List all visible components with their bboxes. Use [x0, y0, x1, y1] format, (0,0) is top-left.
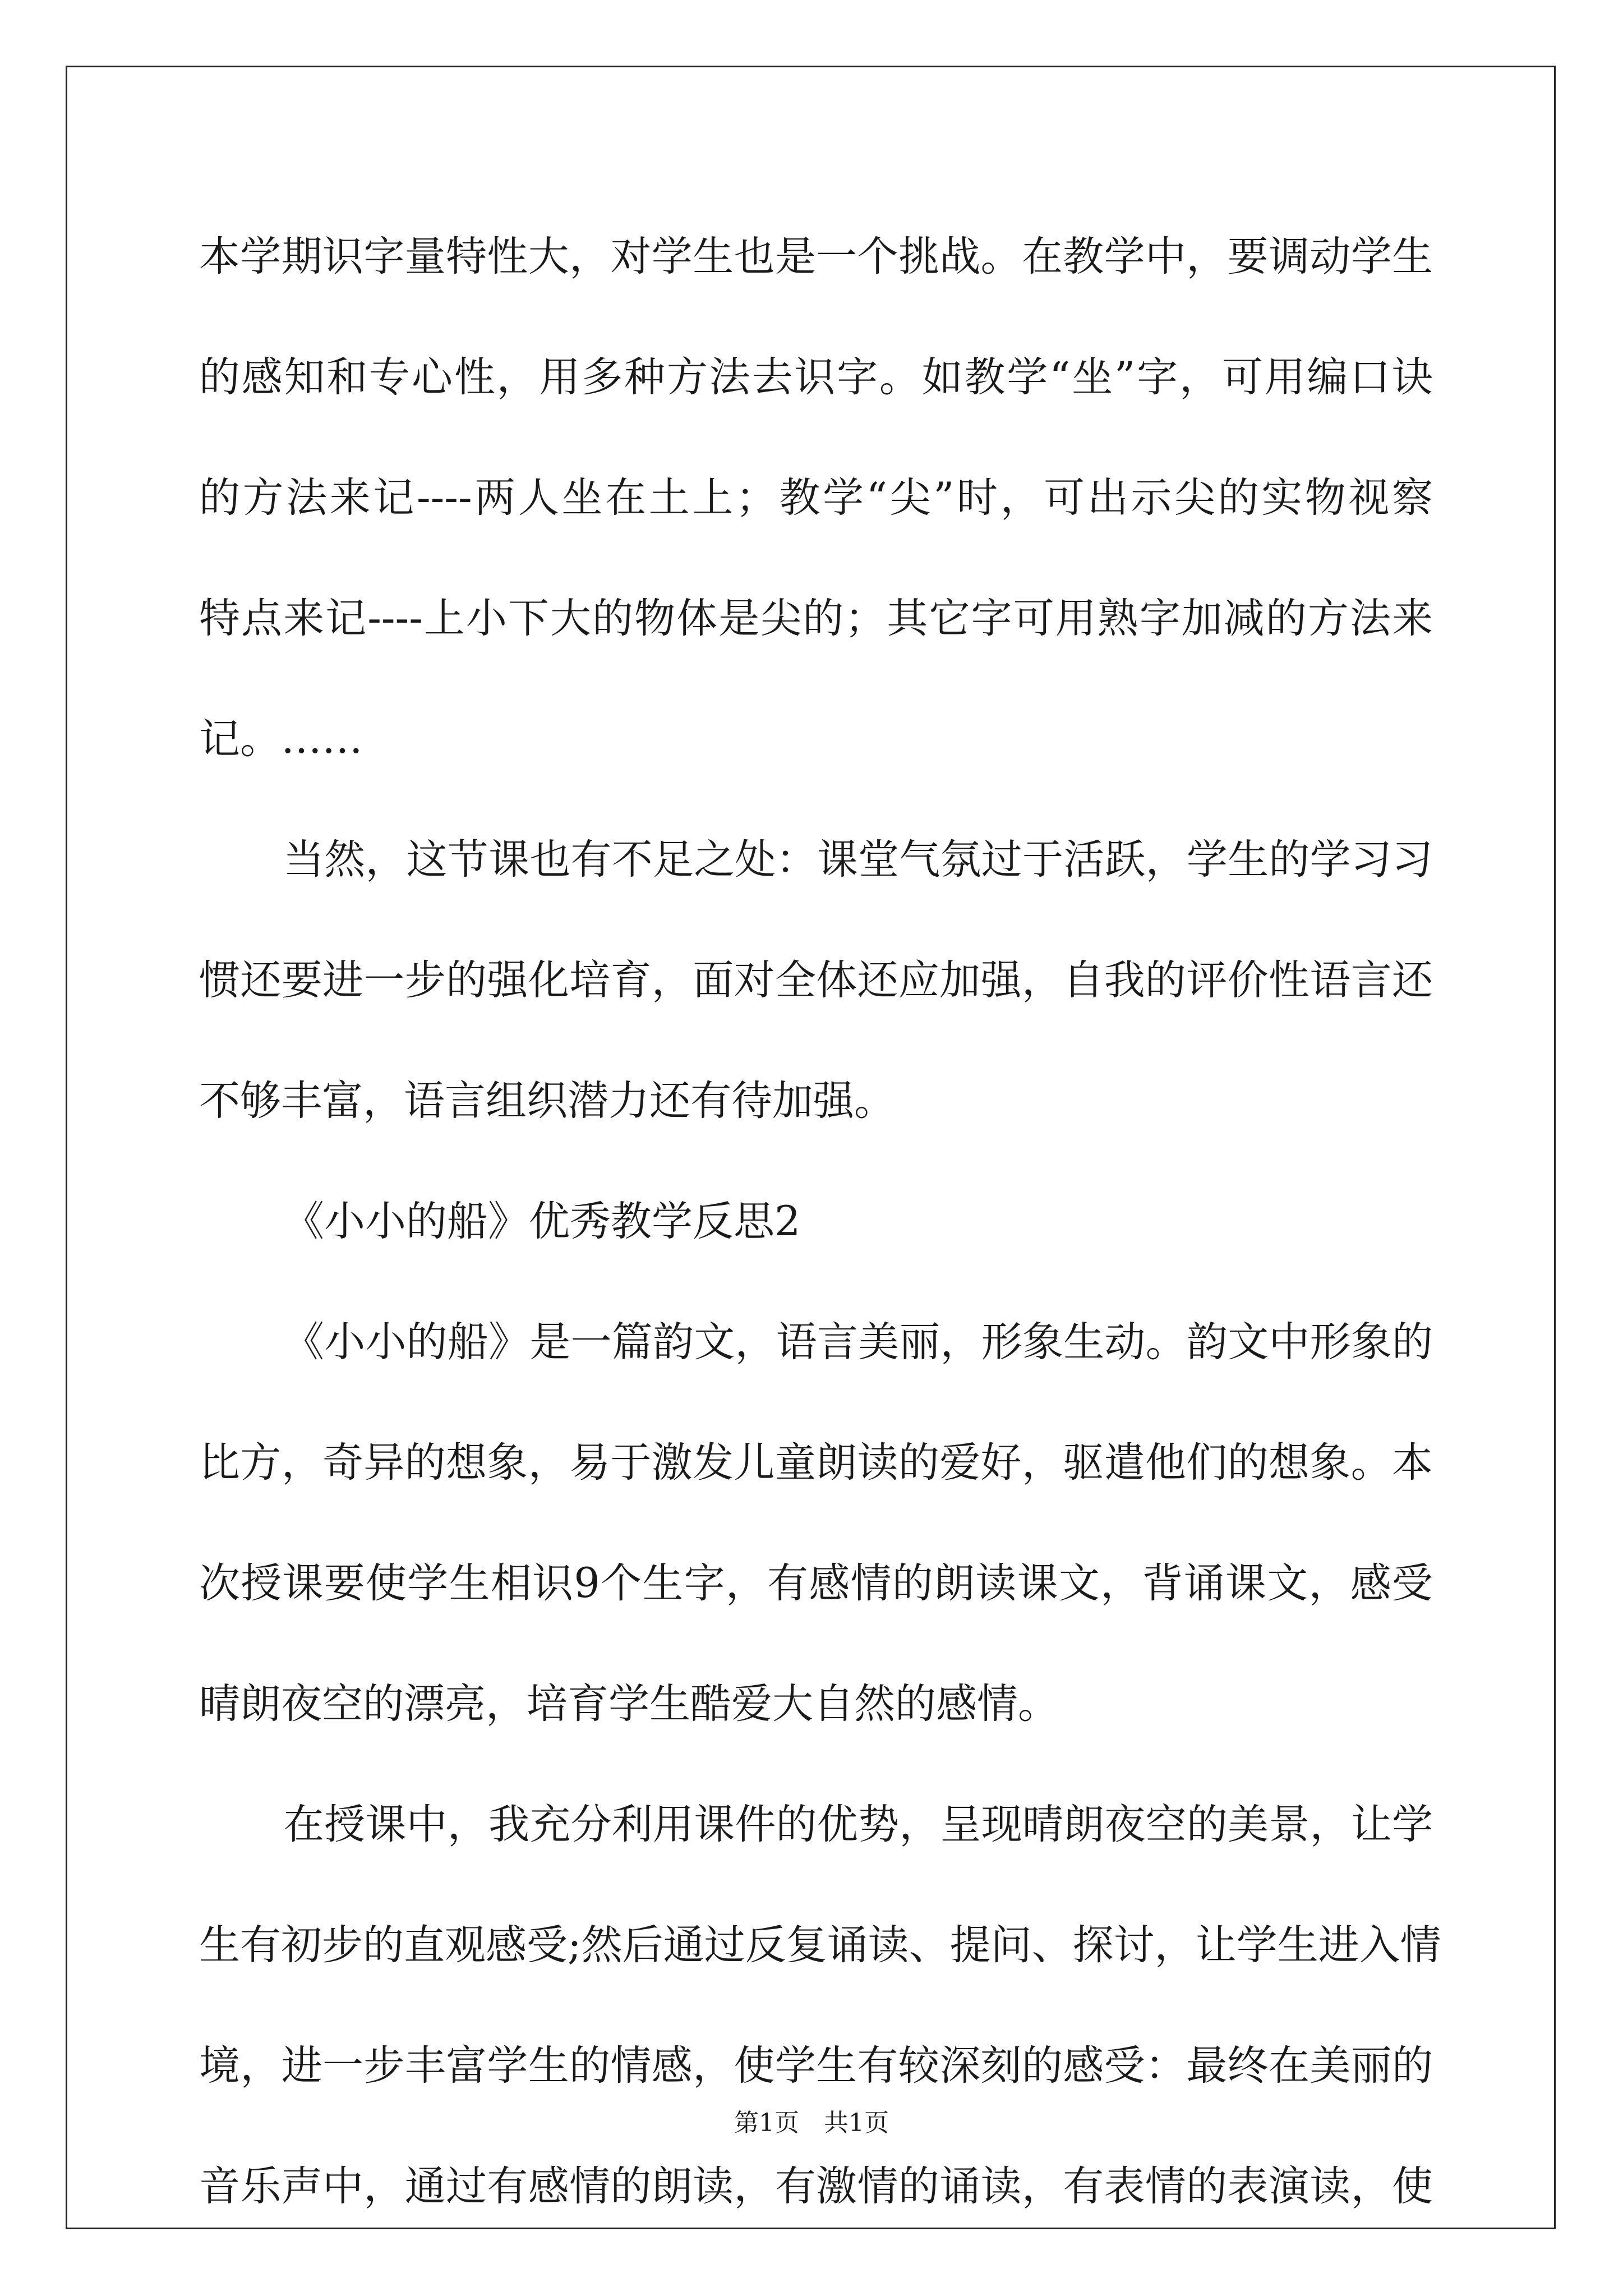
- text-line: 的方法来记----两人坐在土上；教学“尖”时，可出示尖的实物视察: [199, 474, 1433, 522]
- text-line: 本学期识字量特性大，对学生也是一个挑战。在教学中，要调动学生: [199, 233, 1433, 280]
- text-line: 生有初步的直观感受;然后通过反复诵读、提问、探讨，让学生进入情: [199, 1921, 1441, 1969]
- text-line: 音乐声中，通过有感情的朗读，有激情的诵读，有表情的表演读，使: [199, 2162, 1433, 2210]
- paragraph-start-line: 当然，这节课也有不足之处：课堂气氛过于活跃，学生的学习习: [283, 836, 1433, 884]
- text-line: 次授课要使学生相识9个生字，有感情的朗读课文，背诵课文，感受: [199, 1559, 1433, 1607]
- text-line: 不够丰富，语言组织潜力还有待加强。: [199, 1077, 895, 1125]
- text-line: 比方，奇异的想象，易于激发儿童朗读的爱好，驱遣他们的想象。本: [199, 1439, 1433, 1487]
- text-line: 惯还要进一步的强化培育，面对全体还应加强，自我的评价性语言还: [199, 956, 1433, 1004]
- text-line: 的感知和专心性，用多种方法去识字。如教学“坐”字，可用编口诀: [199, 353, 1433, 401]
- text-line: 境，进一步丰富学生的情感，使学生有较深刻的感受：最终在美丽的: [199, 2042, 1433, 2090]
- text-line: 记。……: [199, 715, 363, 763]
- document-body: [199, 196, 1441, 2247]
- page-footer: 第1页 共1页: [734, 2109, 889, 2137]
- paragraph-start-line: 在授课中，我充分利用课件的优势，呈现晴朗夜空的美景，让学: [283, 1801, 1433, 1848]
- paragraph-start-line: 《小小的船》是一篇韵文，语言美丽，形象生动。韵文中形象的: [283, 1318, 1433, 1366]
- section-heading: 《小小的船》优秀教学反思2: [283, 1198, 801, 1245]
- text-line: 特点来记----上小下大的物体是尖的；其它字可用熟字加减的方法来: [199, 595, 1433, 642]
- text-line: 晴朗夜空的漂亮，培育学生酷爱大自然的感情。: [199, 1680, 1059, 1728]
